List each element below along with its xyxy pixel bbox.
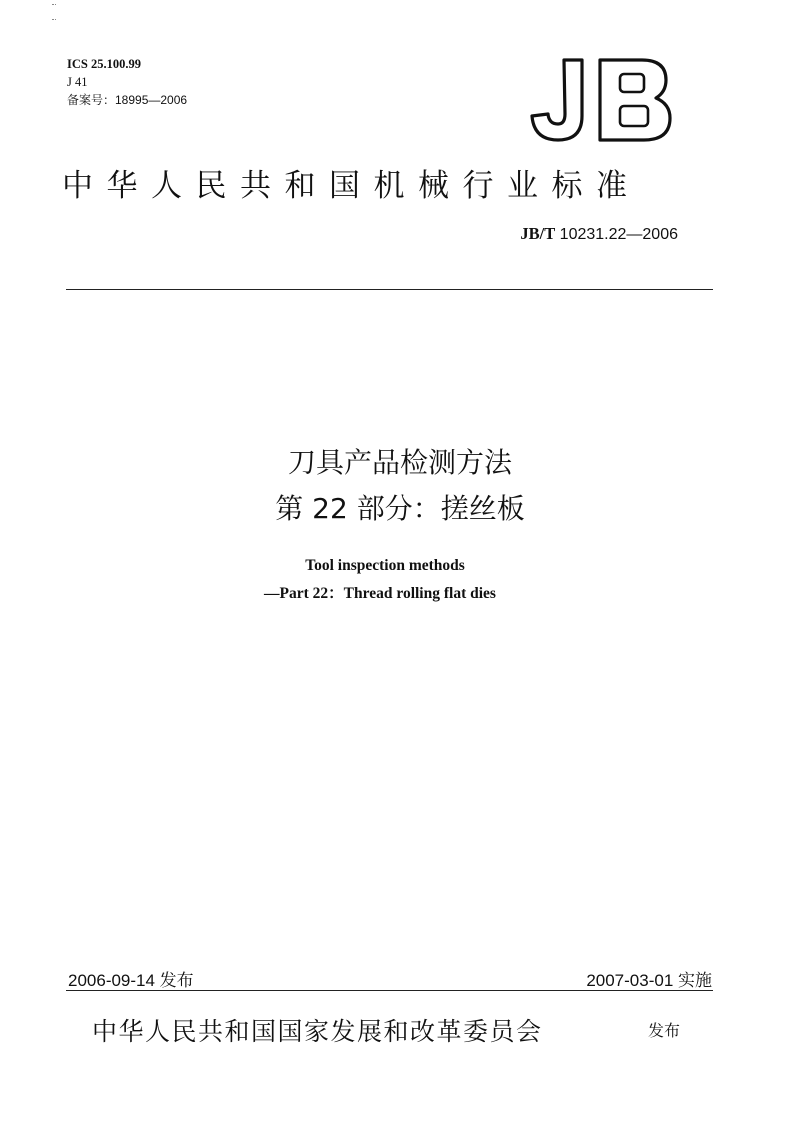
top-divider xyxy=(66,289,713,290)
standard-code xyxy=(520,224,678,244)
title-cn-line2: 第 22 部分：搓丝板 xyxy=(275,492,525,525)
standard-code-number: 10231.22—2006 xyxy=(555,226,678,243)
standard-name: 中华人民共和国机械行业标准 xyxy=(62,168,641,204)
jb-logo xyxy=(524,58,674,144)
title-en-line2: —Part 22：Thread rolling flat dies xyxy=(264,585,496,602)
filing-number: 备案号：18995—2006 xyxy=(67,93,188,107)
jb-logo-graphic xyxy=(524,58,674,144)
publisher-suffix: 发布 xyxy=(648,1021,681,1040)
implement-date: 2007-03-01 实施 xyxy=(586,971,712,990)
scan-margin-mark xyxy=(52,4,56,20)
issue-date: 2006-09-14 发布 xyxy=(68,971,194,990)
classification-block xyxy=(67,55,187,109)
title-en-line1: Tool inspection methods xyxy=(305,557,465,574)
class-code: J 41 xyxy=(67,75,88,89)
standard-code-prefix: JB/T xyxy=(520,224,556,243)
bottom-divider xyxy=(66,990,713,991)
ics-code: ICS 25.100.99 xyxy=(67,57,141,71)
title-cn-line1: 刀具产品检测方法 xyxy=(287,446,512,479)
publisher-name: 中华人民共和国国家发展和改革委员会 xyxy=(92,1017,543,1046)
